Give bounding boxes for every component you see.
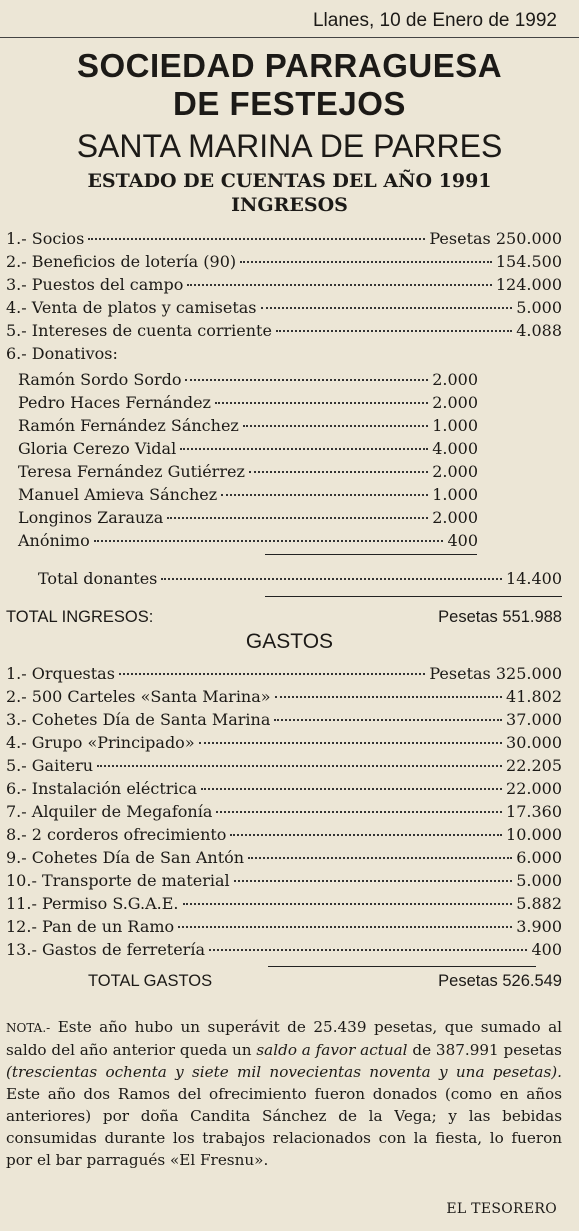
gasto-amount: 10.000	[506, 825, 562, 844]
nota-text-2: de 387.991 pesetas	[407, 1041, 562, 1060]
ingreso-label: 1.- Socios	[6, 229, 85, 248]
donor-name: Ramón Fernández Sánchez	[18, 416, 239, 435]
gasto-row	[6, 687, 562, 711]
gasto-label: 7.- Alquiler de Megafonía	[6, 802, 213, 821]
donor-name: Teresa Fernández Gutiérrez	[18, 462, 245, 481]
total-gastos-amount: Pesetas 526.549	[438, 972, 562, 990]
donativos-heading	[6, 344, 562, 368]
leader-dots	[178, 926, 512, 928]
donor-amount: 2.000	[432, 370, 478, 389]
donor-amount: 2.000	[432, 508, 478, 527]
leader-dots	[199, 742, 502, 744]
donor-amount: 2.000	[432, 393, 478, 412]
gasto-label: 1.- Orquestas	[6, 664, 115, 683]
gasto-amount: 3.900	[516, 917, 562, 936]
donor-name: Longinos Zarauza	[18, 508, 164, 527]
nota-italic-1: saldo a favor actual	[256, 1041, 408, 1060]
donor-amount: 4.000	[432, 439, 478, 458]
total-donantes-row	[38, 569, 562, 593]
donativo-row	[18, 393, 478, 417]
total-gastos-label: TOTAL GASTOS	[88, 972, 213, 990]
ingreso-row	[6, 275, 562, 299]
total-ingresos-row	[6, 608, 562, 632]
leader-dots	[185, 379, 428, 381]
leader-dots	[274, 719, 502, 721]
donor-amount: 1.000	[432, 485, 478, 504]
leader-dots	[275, 696, 502, 698]
gasto-label: 4.- Grupo «Principado»	[6, 733, 195, 752]
gasto-label: 3.- Cohetes Día de Santa Marina	[6, 710, 271, 729]
gasto-label: 8.- 2 corderos ofrecimiento	[6, 825, 227, 844]
donor-name: Manuel Amieva Sánchez	[18, 485, 218, 504]
donor-name: Gloria Cerezo Vidal	[18, 439, 177, 458]
nota-paragraph	[6, 1016, 562, 1171]
leader-dots	[201, 788, 502, 790]
gasto-row	[6, 733, 562, 757]
ingreso-amount: 4.088	[516, 321, 562, 340]
ingreso-row	[6, 321, 562, 345]
donor-amount: 2.000	[432, 462, 478, 481]
ingreso-amount: 5.000	[516, 298, 562, 317]
donor-amount: 1.000	[432, 416, 478, 435]
donor-name: Ramón Sordo Sordo	[18, 370, 182, 389]
gasto-amount: 5.882	[516, 894, 562, 913]
leader-dots	[94, 540, 444, 542]
gasto-amount: 41.802	[506, 687, 562, 706]
leader-dots	[187, 284, 492, 286]
gasto-label: 9.- Cohetes Día de San Antón	[6, 848, 245, 867]
leader-dots	[230, 834, 502, 836]
leader-dots	[249, 471, 428, 473]
gasto-row	[6, 664, 562, 688]
leader-dots	[276, 330, 512, 332]
subtitle: SANTA MARINA DE PARRES	[76, 128, 503, 164]
leader-dots	[180, 448, 428, 450]
gasto-label: 2.- 500 Carteles «Santa Marina»	[6, 687, 271, 706]
leader-dots	[161, 578, 502, 580]
leader-dots	[97, 765, 502, 767]
gasto-row	[6, 894, 562, 918]
donativo-row	[18, 485, 478, 509]
leader-dots	[167, 517, 428, 519]
total-ingresos-amount: Pesetas 551.988	[438, 608, 562, 626]
leader-dots	[243, 425, 428, 427]
gasto-label: 13.- Gastos de ferretería	[6, 940, 205, 959]
gastos-heading: GASTOS	[245, 630, 334, 653]
leader-dots	[240, 261, 492, 263]
donativo-row	[18, 370, 478, 394]
gasto-row	[6, 917, 562, 941]
leader-dots	[209, 949, 527, 951]
leader-dots	[183, 903, 513, 905]
donativo-row	[18, 531, 478, 555]
donativo-row	[18, 439, 478, 463]
ingreso-row	[6, 298, 562, 322]
nota-text-3: Este año dos Ramos del ofrecimiento fueron donados (como en años anteriores) por doña Candita Sánchez de la Vega; y las bebidas consumidas durante los trabajos relacionados con la fiesta, lo fueron por el bar parragués «El Fresnu».	[6, 1085, 562, 1170]
gasto-amount: 5.000	[516, 871, 562, 890]
dateline: Llanes, 10 de Enero de 1992	[312, 10, 557, 31]
ingreso-amount: Pesetas 250.000	[429, 229, 562, 248]
top-rule	[0, 37, 579, 38]
gasto-amount: 17.360	[506, 802, 562, 821]
leader-dots	[248, 857, 512, 859]
ingresos-heading: INGRESOS	[231, 194, 348, 216]
statement-heading: ESTADO DE CUENTAS DEL AÑO 1991	[87, 170, 492, 192]
donativo-row	[18, 508, 478, 532]
signature: EL TESORERO	[446, 1201, 557, 1217]
nota-italic-2: (trescientas ochenta y siete mil novecientas noventa y una pesetas).	[6, 1063, 562, 1082]
gastos-rule	[268, 966, 536, 967]
leader-dots	[215, 402, 428, 404]
leader-dots	[261, 307, 513, 309]
ingreso-label: 3.- Puestos del campo	[6, 275, 184, 294]
gasto-amount: 400	[531, 940, 562, 959]
ingreso-label: 5.- Intereses de cuenta corriente	[6, 321, 272, 340]
total-rule	[265, 596, 562, 597]
gasto-label: 6.- Instalación eléctrica	[6, 779, 198, 798]
title-line-2: DE FESTEJOS	[173, 85, 406, 122]
total-ingresos-label: TOTAL INGRESOS:	[6, 608, 154, 626]
subtotal-rule	[265, 554, 477, 555]
gasto-amount: 22.205	[506, 756, 562, 775]
ingreso-label: 4.- Venta de platos y camisetas	[6, 298, 257, 317]
ingreso-amount: 124.000	[495, 275, 562, 294]
gasto-amount: 37.000	[506, 710, 562, 729]
gasto-row	[6, 940, 562, 964]
leader-dots	[88, 238, 425, 240]
donor-name: Pedro Haces Fernández	[18, 393, 211, 412]
total-donantes-label: Total donantes	[38, 569, 158, 588]
gasto-row	[6, 779, 562, 803]
gasto-label: 11.- Permiso S.G.A.E.	[6, 894, 179, 913]
gasto-row	[6, 710, 562, 734]
title-line-1: SOCIEDAD PARRAGUESA	[76, 47, 503, 84]
donor-amount: 400	[447, 531, 478, 550]
donativo-row	[18, 462, 478, 486]
donor-name: Anónimo	[18, 531, 90, 550]
gasto-row	[6, 756, 562, 780]
nota-text-1: Este año hubo un superávit de 25.439 pesetas, que sumado al saldo del año anterior queda un	[6, 1018, 562, 1060]
leader-dots	[221, 494, 428, 496]
leader-dots	[119, 673, 425, 675]
ingreso-label: 2.- Beneficios de lotería (90)	[6, 252, 237, 271]
donativos-label: 6.- Donativos:	[6, 344, 118, 363]
leader-dots	[234, 880, 513, 882]
gasto-amount: Pesetas 325.000	[429, 664, 562, 683]
ingreso-row	[6, 252, 562, 276]
gasto-amount: 22.000	[506, 779, 562, 798]
gasto-label: 5.- Gaiteru	[6, 756, 94, 775]
ingreso-row	[6, 229, 562, 253]
gasto-row	[6, 825, 562, 849]
gasto-amount: 30.000	[506, 733, 562, 752]
leader-dots	[216, 811, 502, 813]
gasto-amount: 6.000	[516, 848, 562, 867]
nota-lead: NOTA.-	[6, 1021, 51, 1036]
gasto-row	[6, 848, 562, 872]
total-gastos-row	[88, 972, 562, 996]
ingreso-amount: 154.500	[495, 252, 562, 271]
total-donantes-amount: 14.400	[506, 569, 562, 588]
gasto-label: 12.- Pan de un Ramo	[6, 917, 175, 936]
gasto-row	[6, 802, 562, 826]
donativo-row	[18, 416, 478, 440]
gasto-label: 10.- Transporte de material	[6, 871, 230, 890]
gasto-row	[6, 871, 562, 895]
